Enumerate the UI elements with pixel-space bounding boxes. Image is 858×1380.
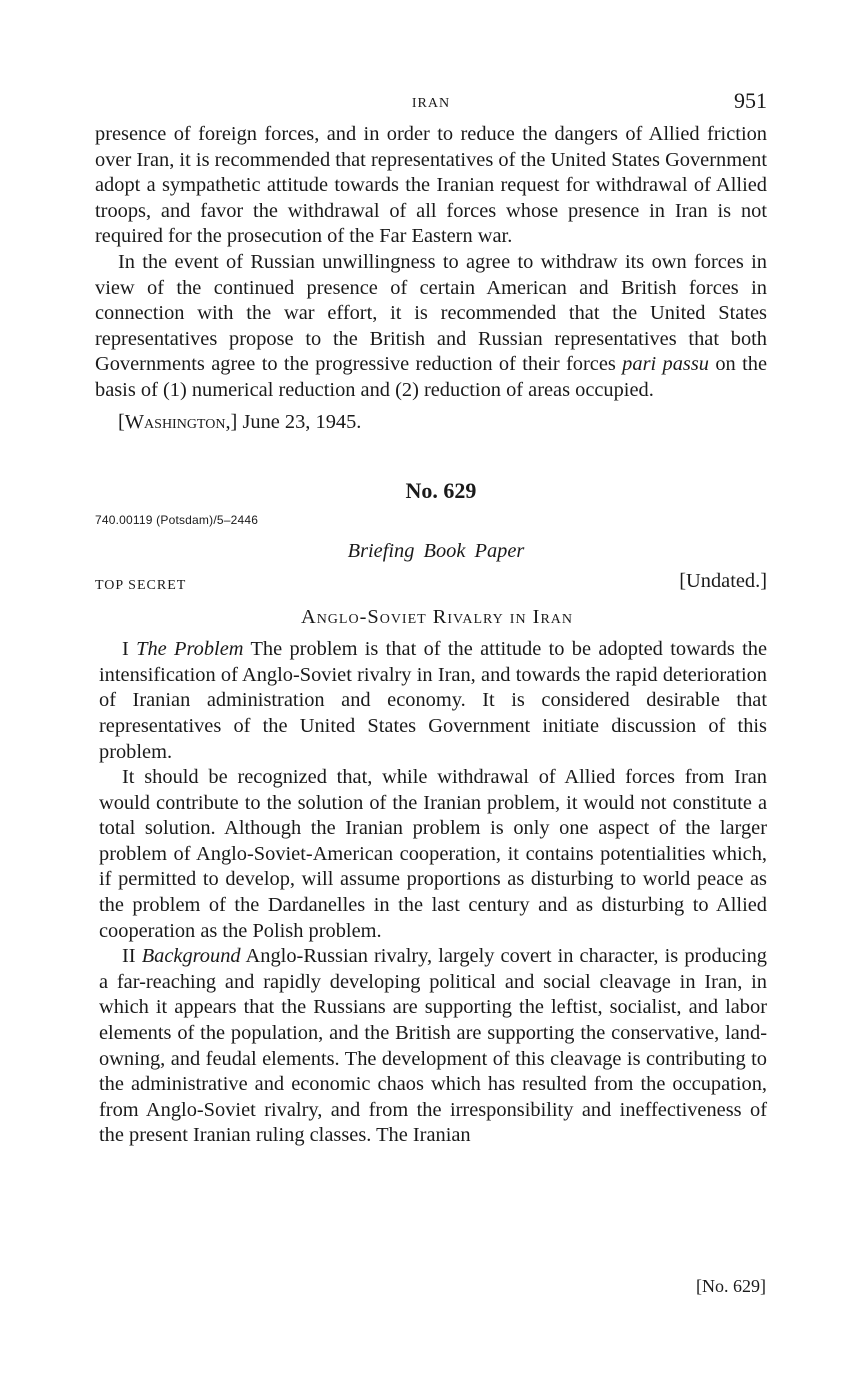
continued-paragraph: presence of foreign forces, and in order to reduce the dangers of Allied friction over Iran, it is recommended that representatives of the United States Government adopt a sympathetic attitude towards the Iranian request for withdrawal of Allied troops, and favor the withdrawal of all forces whose presence in Iran is not required for the prosecution of the Far Eastern war. <box>95 123 767 248</box>
recommendation-text-end: on the basis of (1) numerical reduction and (2) reduction of areas occupied. <box>95 353 768 401</box>
file-reference: 740.00119 (Potsdam)/5–2446 <box>95 513 259 528</box>
document-number: No. 629 <box>405 478 477 504</box>
section-two-label: II <box>122 945 142 968</box>
latin-phrase: pari passu <box>622 353 709 376</box>
section-two-title: Background <box>141 945 241 968</box>
recommendation-text-start: In the event of Russian unwillingness to agree to withdraw its own forces in view of the continued presence of certain American and British forces in connection with the war effort, it is recommended that the United States representatives propose to the British and Russian representatives that both Governments agree to the progressive reduction of their forces <box>95 250 767 376</box>
background-text: Anglo-Russian rivalry, largely covert in character, is producing a far-reaching and rapidly developing political and social cleavage in Iran, in which it appears that the Russians are supporting the leftist, socialist, and labor elements of the population, and the British are supporting the conservative, land-owning, and feudal elements. The development of this cleavage is contributing to the administrative and economic chaos which has resulted from the occupation, from Anglo-Soviet rivalry, and from the irresponsibility and ineffectiveness of the present Iranian ruling classes. The Iranian <box>99 945 767 1147</box>
recognition-paragraph: It should be recognized that, while withdrawal of Allied forces from Iran would contribute to the solution of the Iranian problem, it would not constitute a total solution. Although the Iranian problem is only one aspect of the larger problem of Anglo-Soviet-American cooperation, it contains potentialities which, if permitted to develop, will assume proportions as disturbing to world peace as the problem of the Dardanelles in the last century and as disturbing to Allied cooperation as the Polish problem. <box>99 766 767 942</box>
classification-label: TOP SECRET <box>95 578 187 594</box>
dateline-date: ,] June 23, 1945. <box>225 410 362 433</box>
section-one-label: I <box>122 638 137 661</box>
document-body <box>95 637 767 1149</box>
problem-text: The problem is that of the attitude to be adopted towards the intensification of Anglo-Soviet rivalry in Iran, and towards the rapid deterioration of Iranian administration and economy. It is considered desirable that representatives of the United States Government initiate discussion of this problem. <box>99 638 767 763</box>
background-paragraph <box>95 944 767 1149</box>
section-one-title: The Problem <box>136 638 244 661</box>
page-number: 951 <box>734 88 767 113</box>
running-head-section: IRAN <box>411 96 451 111</box>
recommendation-paragraph <box>95 250 767 404</box>
document-title: Anglo-Soviet Rivalry in Iran <box>300 606 574 629</box>
dateline-open-bracket: [ <box>118 410 125 433</box>
dateline <box>95 410 767 436</box>
problem-paragraph <box>95 637 767 765</box>
document-type: Briefing Book Paper <box>347 540 525 563</box>
document-date: [Undated.] <box>679 570 767 593</box>
footer-document-reference: [No. 629] <box>696 1276 766 1296</box>
document-page <box>95 88 767 1149</box>
dateline-place: Washington <box>124 410 226 433</box>
running-head <box>95 88 767 122</box>
classification-line <box>95 570 767 598</box>
